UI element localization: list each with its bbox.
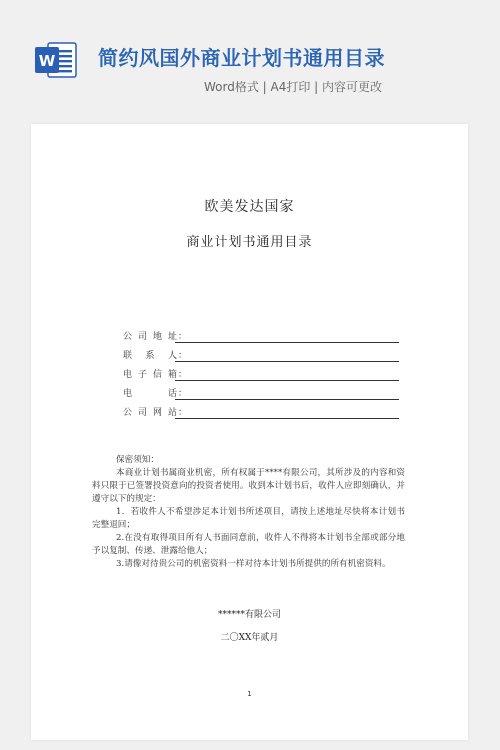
svg-text:W: W [38, 52, 56, 70]
notice-heading: 保密须知： [116, 455, 159, 465]
notice-paragraph: 本商业计划书属商业机密，所有权属于****有限公司，其所涉及的内容和资料只限于已签署投资意向的投资者使用。收到本计划书后，收件人应即刻确认，并遵守以下的规定： [92, 468, 405, 504]
page-header [0, 0, 500, 125]
page-title: 简约风国外商业计划书通用目录 [98, 46, 385, 70]
page-number: 1 [247, 690, 252, 698]
field-colon: ： [178, 332, 188, 342]
document-title: 欧美发达国家 [204, 199, 295, 215]
notice-paragraph: 1．若收件人不希望涉足本计划书所述项目，请按上述地址尽快将本计划书完整退回； [92, 507, 405, 530]
field-colon: ： [178, 351, 188, 361]
field-blank-line [175, 380, 399, 381]
field-label: 电 话 [123, 389, 177, 399]
field-colon: ： [178, 389, 188, 399]
field-label: 公司地址 [123, 332, 177, 342]
field-colon: ： [178, 408, 188, 418]
confidentiality-notice [92, 454, 405, 571]
field-blank-line [175, 399, 399, 400]
document-date: 二〇XX年贰月 [220, 633, 279, 643]
company-name: ******有限公司 [217, 610, 281, 620]
field-colon: ： [178, 370, 188, 380]
document-page [31, 124, 468, 740]
field-blank-line [175, 361, 399, 362]
field-blank-line [175, 342, 399, 343]
field-label: 电子信箱 [123, 370, 177, 380]
field-label: 公司网站 [123, 408, 177, 418]
notice-paragraph: 3.请像对待贵公司的机密资料一样对待本计划书所提供的所有机密资料。 [116, 559, 391, 569]
word-icon [34, 40, 78, 80]
notice-paragraph: 2.在没有取得项目所有人书面同意前，收件人不得将本计划书全部或部分地予以复制、传递、泄露给他人； [92, 533, 405, 556]
page-subtitle: Word格式 | A4打印 | 内容可更改 [203, 80, 383, 94]
document-subtitle: 商业计划书通用目录 [186, 235, 313, 250]
field-blank-line [175, 418, 399, 419]
field-label: 联 系 人 [123, 351, 177, 361]
